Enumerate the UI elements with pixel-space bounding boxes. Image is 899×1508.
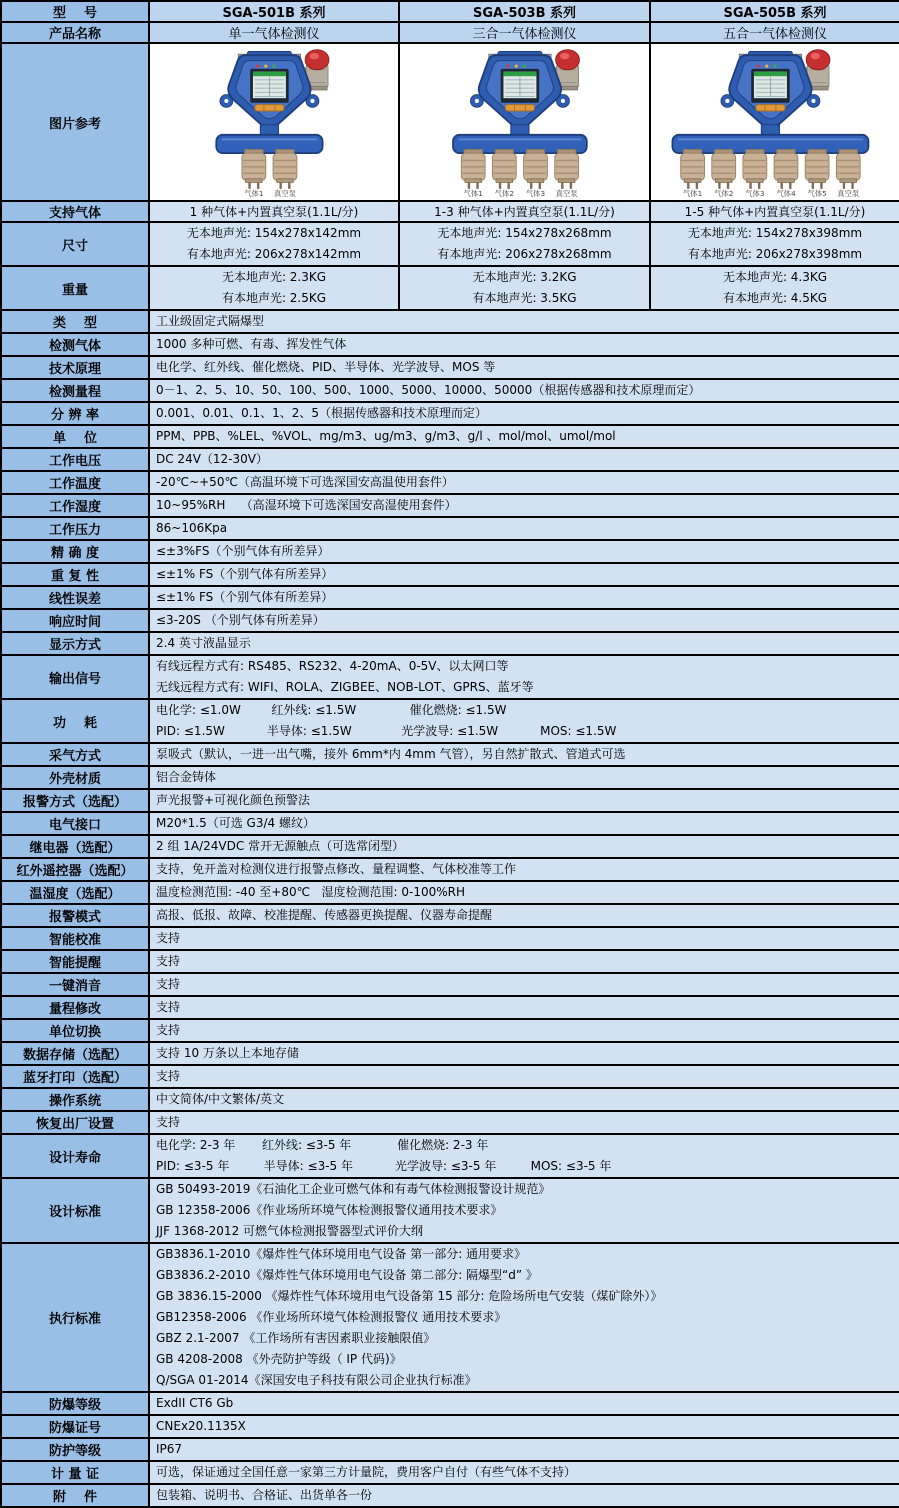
spec-row bbox=[1, 540, 899, 563]
size-2-line-2: 有本地声光: 206x278x268mm bbox=[437, 247, 612, 261]
spec-row-label: 温湿度（选配） bbox=[1, 881, 149, 904]
spec-row-value bbox=[149, 996, 899, 1019]
spec-value-line: 86~106Kpa bbox=[156, 521, 228, 535]
spec-row-label: 工作温度 bbox=[1, 471, 149, 494]
spec-row-label: 分 辨 率 bbox=[1, 402, 149, 425]
spec-value-line: 支持 bbox=[156, 977, 181, 991]
spec-value-line: 泵吸式（默认，一进一出气嘴，接外 6mm*内 4mm 气管），另自然扩散式、管道式可选 bbox=[156, 747, 626, 761]
spec-row-label: 输出信号 bbox=[1, 655, 149, 699]
spec-value-line: GB12358-2006 《作业场所环境气体检测报警仪 通用技术要求》 bbox=[156, 1310, 507, 1324]
gas-detector-illustration-sga-501b bbox=[156, 45, 392, 199]
model-header-row bbox=[1, 1, 899, 22]
spec-value-line: 有线远程方式有: RS485、RS232、4-20mA、0-5V、以太网口等 bbox=[156, 659, 509, 673]
product-name-3: 五合一气体检测仪 bbox=[650, 22, 899, 43]
svg-text:气体1: 气体1 bbox=[463, 189, 483, 198]
supported-gas-1: 1 种气体+内置真空泵(1.1L/分) bbox=[149, 201, 399, 222]
spec-row-label: 电气接口 bbox=[1, 812, 149, 835]
spec-row-value bbox=[149, 379, 899, 402]
spec-row-label: 量程修改 bbox=[1, 996, 149, 1019]
spec-value-line: DC 24V（12-30V） bbox=[156, 452, 268, 466]
spec-value-line: 电化学: 2-3 年 红外线: ≤3-5 年 催化燃烧: 2-3 年 bbox=[156, 1138, 489, 1152]
spec-row bbox=[1, 881, 899, 904]
spec-row bbox=[1, 743, 899, 766]
svg-text:真空泵: 真空泵 bbox=[837, 189, 860, 198]
spec-row bbox=[1, 1065, 899, 1088]
supported-gas-row bbox=[1, 201, 899, 222]
spec-row-value bbox=[149, 812, 899, 835]
spec-row-label: 防爆证号 bbox=[1, 1415, 149, 1438]
product-name-1: 单一气体检测仪 bbox=[149, 22, 399, 43]
spec-row-value bbox=[149, 1461, 899, 1484]
spec-row-value bbox=[149, 1415, 899, 1438]
spec-row-value bbox=[149, 1484, 899, 1507]
product-name-label: 产品名称 bbox=[1, 22, 149, 43]
spec-value-line: GB 4208-2008 《外壳防护等级（ IP 代码)》 bbox=[156, 1352, 402, 1366]
spec-row-value bbox=[149, 1134, 899, 1178]
spec-row-label: 响应时间 bbox=[1, 609, 149, 632]
supported-gas-label: 支持气体 bbox=[1, 201, 149, 222]
spec-row-label: 设计寿命 bbox=[1, 1134, 149, 1178]
spec-row-label: 蓝牙打印（选配） bbox=[1, 1065, 149, 1088]
product-name-2: 三合一气体检测仪 bbox=[399, 22, 650, 43]
weight-3-line-2: 有本地声光: 4.5KG bbox=[722, 291, 828, 305]
spec-row-label: 智能校准 bbox=[1, 927, 149, 950]
spec-row-label: 操作系统 bbox=[1, 1088, 149, 1111]
spec-row bbox=[1, 835, 899, 858]
svg-text:气体2: 气体2 bbox=[714, 189, 734, 198]
spec-value-line: M20*1.5（可选 G3/4 螺纹） bbox=[156, 816, 315, 830]
spec-value-line: ≤3-20S （个别气体有所差异） bbox=[156, 613, 325, 627]
spec-row-value bbox=[149, 1111, 899, 1134]
spec-row bbox=[1, 927, 899, 950]
spec-row bbox=[1, 1415, 899, 1438]
spec-row-label: 类 型 bbox=[1, 310, 149, 333]
spec-value-line: 2.4 英寸液晶显示 bbox=[156, 636, 251, 650]
spec-row-label: 报警模式 bbox=[1, 904, 149, 927]
spec-row-value bbox=[149, 973, 899, 996]
spec-row-value bbox=[149, 904, 899, 927]
spec-row bbox=[1, 996, 899, 1019]
spec-row-value bbox=[149, 1065, 899, 1088]
spec-row bbox=[1, 973, 899, 996]
spec-row-label: 采气方式 bbox=[1, 743, 149, 766]
spec-row-value bbox=[149, 1178, 899, 1243]
spec-value-line: GB 12358-2006《作业场所环境气体检测报警仪通用技术要求》 bbox=[156, 1203, 503, 1217]
model-sga-503b: SGA-503B 系列 bbox=[399, 1, 650, 22]
spec-row-value bbox=[149, 333, 899, 356]
spec-row-label: 防护等级 bbox=[1, 1438, 149, 1461]
spec-row bbox=[1, 699, 899, 743]
spec-row bbox=[1, 766, 899, 789]
spec-value-line: 声光报警+可视化颜色预警法 bbox=[156, 793, 311, 807]
spec-value-line: GB3836.1-2010《爆炸性气体环境用电气设备 第一部分: 通用要求》 bbox=[156, 1247, 527, 1261]
spec-row-label: 检测量程 bbox=[1, 379, 149, 402]
spec-row-value bbox=[149, 1243, 899, 1392]
spec-value-line: 支持 bbox=[156, 1115, 181, 1129]
weight-2-line-2: 有本地声光: 3.5KG bbox=[472, 291, 577, 305]
spec-row bbox=[1, 402, 899, 425]
spec-value-line: 铝合金铸体 bbox=[156, 770, 217, 784]
spec-value-line: 支持 bbox=[156, 1069, 181, 1083]
spec-row-label: 智能提醒 bbox=[1, 950, 149, 973]
gas-detector-illustration-sga-503b bbox=[406, 45, 643, 199]
weight-2-line-1: 无本地声光: 3.2KG bbox=[472, 270, 577, 284]
weight-row bbox=[1, 266, 899, 310]
model-sga-501b: SGA-501B 系列 bbox=[149, 1, 399, 22]
spec-row-label: 检测气体 bbox=[1, 333, 149, 356]
svg-text:气体3: 气体3 bbox=[525, 189, 546, 198]
spec-row-label: 执行标准 bbox=[1, 1243, 149, 1392]
svg-text:气体4: 气体4 bbox=[776, 189, 796, 198]
spec-row-label: 恢复出厂设置 bbox=[1, 1111, 149, 1134]
spec-row-value bbox=[149, 881, 899, 904]
spec-row-value bbox=[149, 1019, 899, 1042]
spec-row-label: 显示方式 bbox=[1, 632, 149, 655]
spec-row-label: 功 耗 bbox=[1, 699, 149, 743]
spec-row-label: 工作压力 bbox=[1, 517, 149, 540]
spec-row bbox=[1, 356, 899, 379]
svg-text:气体2: 气体2 bbox=[494, 189, 514, 198]
spec-value-line: 高报、低报、故障、校准提醒、传感器更换提醒、仪器寿命提醒 bbox=[156, 908, 493, 922]
spec-row-value bbox=[149, 1088, 899, 1111]
weight-3-line-1: 无本地声光: 4.3KG bbox=[722, 270, 828, 284]
spec-row bbox=[1, 1484, 899, 1507]
spec-row bbox=[1, 1134, 899, 1178]
image-row bbox=[1, 43, 899, 201]
spec-value-line: 0－1、2、5、10、50、100、500、1000、5000、10000、50000（根据传感器和技术原理而定） bbox=[156, 383, 701, 397]
spec-row bbox=[1, 1088, 899, 1111]
spec-row bbox=[1, 425, 899, 448]
spec-row bbox=[1, 812, 899, 835]
spec-row-label: 工作湿度 bbox=[1, 494, 149, 517]
svg-text:真空泵: 真空泵 bbox=[555, 189, 578, 198]
svg-text:气体5: 气体5 bbox=[807, 189, 827, 198]
svg-text:真空泵: 真空泵 bbox=[274, 189, 296, 198]
spec-row bbox=[1, 1392, 899, 1415]
spec-row-label: 线性误差 bbox=[1, 586, 149, 609]
spec-value-line: ≤±3%FS（个别气体有所差异） bbox=[156, 544, 330, 558]
spec-row-value bbox=[149, 310, 899, 333]
svg-text:气体1: 气体1 bbox=[244, 189, 264, 198]
spec-row-label: 单 位 bbox=[1, 425, 149, 448]
spec-value-line: 0.001、0.01、0.1、1、2、5（根据传感器和技术原理而定） bbox=[156, 406, 488, 420]
spec-row-label: 工作电压 bbox=[1, 448, 149, 471]
spec-value-line: CNEx20.1135X bbox=[156, 1419, 246, 1433]
spec-row-value bbox=[149, 927, 899, 950]
spec-value-line: 支持，免开盖对检测仪进行报警点修改、量程调整、气体校准等工作 bbox=[156, 862, 517, 876]
spec-value-line: PID: ≤1.5W 半导体: ≤1.5W 光学波导: ≤1.5W MOS: ≤1.5W bbox=[156, 724, 617, 738]
spec-value-line: 包装箱、说明书、合格证、出货单各一份 bbox=[156, 1488, 373, 1502]
spec-row bbox=[1, 310, 899, 333]
weight-1-line-2: 有本地声光: 2.5KG bbox=[221, 291, 327, 305]
spec-row-label: 单位切换 bbox=[1, 1019, 149, 1042]
spec-value-line: Q/SGA 01-2014《深国安电子科技有限公司企业执行标准》 bbox=[156, 1373, 477, 1387]
spec-value-line: 支持 bbox=[156, 1023, 181, 1037]
spec-value-line: GB 3836.15-2000 《爆炸性气体环境用电气设备第 15 部分: 危险场所电气安装（煤矿除外）》 bbox=[156, 1289, 663, 1303]
weight-label: 重量 bbox=[1, 266, 149, 310]
spec-row bbox=[1, 471, 899, 494]
spec-row-label: 重 复 性 bbox=[1, 563, 149, 586]
spec-row-label: 精 确 度 bbox=[1, 540, 149, 563]
size-label: 尺寸 bbox=[1, 222, 149, 266]
spec-value-line: 可选，保证通过全国任意一家第三方计量院，费用客户自付（有些气体不支持） bbox=[156, 1465, 577, 1479]
spec-row-value bbox=[149, 858, 899, 881]
size-row bbox=[1, 222, 899, 266]
spec-row-label: 数据存储（选配） bbox=[1, 1042, 149, 1065]
spec-row bbox=[1, 1243, 899, 1392]
product-name-row bbox=[1, 22, 899, 43]
spec-row bbox=[1, 789, 899, 812]
spec-row-label: 设计标准 bbox=[1, 1178, 149, 1243]
model-header-label: 型 号 bbox=[1, 1, 149, 22]
spec-row-value bbox=[149, 609, 899, 632]
spec-row-value bbox=[149, 563, 899, 586]
spec-row-value bbox=[149, 835, 899, 858]
size-2-line-1: 无本地声光: 154x278x268mm bbox=[437, 226, 612, 240]
spec-row-value bbox=[149, 1392, 899, 1415]
spec-row bbox=[1, 1042, 899, 1065]
spec-row-value bbox=[149, 494, 899, 517]
spec-row bbox=[1, 1438, 899, 1461]
spec-row bbox=[1, 950, 899, 973]
spec-value-line: 支持 10 万条以上本地存储 bbox=[156, 1046, 299, 1060]
spec-row bbox=[1, 609, 899, 632]
spec-value-line: 电化学、红外线、催化燃烧、PID、半导体、光学波导、MOS 等 bbox=[156, 360, 496, 374]
spec-value-line: 中文简体/中文繁体/英文 bbox=[156, 1092, 285, 1106]
spec-row bbox=[1, 904, 899, 927]
spec-row bbox=[1, 448, 899, 471]
size-3-line-2: 有本地声光: 206x278x398mm bbox=[687, 247, 863, 261]
spec-value-line: 10~95%RH （高湿环境下可选深国安高湿使用套件） bbox=[156, 498, 457, 512]
spec-row-value bbox=[149, 699, 899, 743]
spec-row-label: 一键消音 bbox=[1, 973, 149, 996]
spec-row-value bbox=[149, 517, 899, 540]
supported-gas-2: 1-3 种气体+内置真空泵(1.1L/分) bbox=[399, 201, 650, 222]
spec-row bbox=[1, 1178, 899, 1243]
spec-row bbox=[1, 563, 899, 586]
spec-value-line: 支持 bbox=[156, 931, 181, 945]
spec-row-label: 附 件 bbox=[1, 1484, 149, 1507]
spec-value-line: 支持 bbox=[156, 954, 181, 968]
spec-value-line: GB3836.2-2010《爆炸性气体环境用电气设备 第二部分: 隔爆型“d” 》 bbox=[156, 1268, 538, 1282]
spec-value-line: ≤±1% FS（个别气体有所差异） bbox=[156, 567, 334, 581]
spec-value-line: IP67 bbox=[156, 1442, 183, 1456]
supported-gas-3: 1-5 种气体+内置真空泵(1.1L/分) bbox=[650, 201, 899, 222]
spec-row-value bbox=[149, 356, 899, 379]
spec-value-line: PID: ≤3-5 年 半导体: ≤3-5 年 光学波导: ≤3-5 年 MOS: ≤3-5 年 bbox=[156, 1159, 612, 1173]
spec-row-value bbox=[149, 655, 899, 699]
spec-row-value bbox=[149, 540, 899, 563]
spec-row-value bbox=[149, 448, 899, 471]
spec-row bbox=[1, 1019, 899, 1042]
spec-value-line: ExdII CT6 Gb bbox=[156, 1396, 234, 1410]
spec-value-line: 工业级固定式隔爆型 bbox=[156, 314, 265, 328]
spec-row bbox=[1, 655, 899, 699]
size-3-line-1: 无本地声光: 154x278x398mm bbox=[687, 226, 863, 240]
spec-row-label: 报警方式（选配） bbox=[1, 789, 149, 812]
spec-row-value bbox=[149, 471, 899, 494]
spec-row-label: 红外遥控器（选配） bbox=[1, 858, 149, 881]
size-1-line-2: 有本地声光: 206x278x142mm bbox=[186, 247, 362, 261]
spec-value-line: GB 50493-2019《石油化工企业可燃气体和有毒气体检测报警设计规范》 bbox=[156, 1182, 551, 1196]
spec-value-line: 无线远程方式有: WIFI、ROLA、ZIGBEE、NOB-LOT、GPRS、蓝牙等 bbox=[156, 680, 534, 694]
spec-row-label: 防爆等级 bbox=[1, 1392, 149, 1415]
spec-value-line: PPM、PPB、%LEL、%VOL、mg/m3、ug/m3、g/m3、g/l 、mol/mol、umol/mol bbox=[156, 429, 616, 443]
size-1-line-1: 无本地声光: 154x278x142mm bbox=[186, 226, 362, 240]
spec-row bbox=[1, 333, 899, 356]
svg-text:气体1: 气体1 bbox=[682, 189, 703, 198]
spec-row-value bbox=[149, 586, 899, 609]
model-sga-505b: SGA-505B 系列 bbox=[650, 1, 899, 22]
spec-row-value bbox=[149, 950, 899, 973]
spec-row bbox=[1, 858, 899, 881]
spec-row-value bbox=[149, 1438, 899, 1461]
spec-row-value bbox=[149, 1042, 899, 1065]
spec-row-label: 技术原理 bbox=[1, 356, 149, 379]
spec-value-line: JJF 1368-2012 可燃气体检测报警器型式评价大纲 bbox=[156, 1224, 424, 1238]
image-row-label: 图片参考 bbox=[1, 43, 149, 201]
spec-value-line: 1000 多种可燃、有毒、挥发性气体 bbox=[156, 337, 347, 351]
spec-value-line: GBZ 2.1-2007 《工作场所有害因素职业接触限值》 bbox=[156, 1331, 436, 1345]
weight-1-line-1: 无本地声光: 2.3KG bbox=[221, 270, 327, 284]
spec-row-label: 外壳材质 bbox=[1, 766, 149, 789]
spec-value-line: 2 组 1A/24VDC 常开无源触点（可选常闭型） bbox=[156, 839, 405, 853]
spec-value-line: 温度检测范围: -40 至+80℃ 湿度检测范围: 0-100%RH bbox=[156, 885, 466, 899]
spec-row-value bbox=[149, 743, 899, 766]
spec-row-value bbox=[149, 766, 899, 789]
spec-row bbox=[1, 1461, 899, 1484]
spec-row bbox=[1, 379, 899, 402]
spec-row bbox=[1, 632, 899, 655]
spec-value-line: 支持 bbox=[156, 1000, 181, 1014]
spec-row bbox=[1, 1111, 899, 1134]
spec-row-value bbox=[149, 632, 899, 655]
spec-value-line: -20℃~+50℃（高温环境下可选深国安高温使用套件） bbox=[156, 475, 454, 489]
gas-detector-illustration-sga-505b bbox=[657, 45, 893, 199]
svg-text:气体3: 气体3 bbox=[745, 189, 765, 198]
spec-row bbox=[1, 586, 899, 609]
spec-row-value bbox=[149, 425, 899, 448]
spec-row bbox=[1, 517, 899, 540]
spec-row-label: 继电器（选配） bbox=[1, 835, 149, 858]
spec-value-line: 电化学: ≤1.0W 红外线: ≤1.5W 催化燃烧: ≤1.5W bbox=[156, 703, 507, 717]
spec-row-value bbox=[149, 402, 899, 425]
spec-row-value bbox=[149, 789, 899, 812]
spec-row bbox=[1, 494, 899, 517]
spec-value-line: ≤±1% FS（个别气体有所差异） bbox=[156, 590, 334, 604]
spec-row-label: 计 量 证 bbox=[1, 1461, 149, 1484]
